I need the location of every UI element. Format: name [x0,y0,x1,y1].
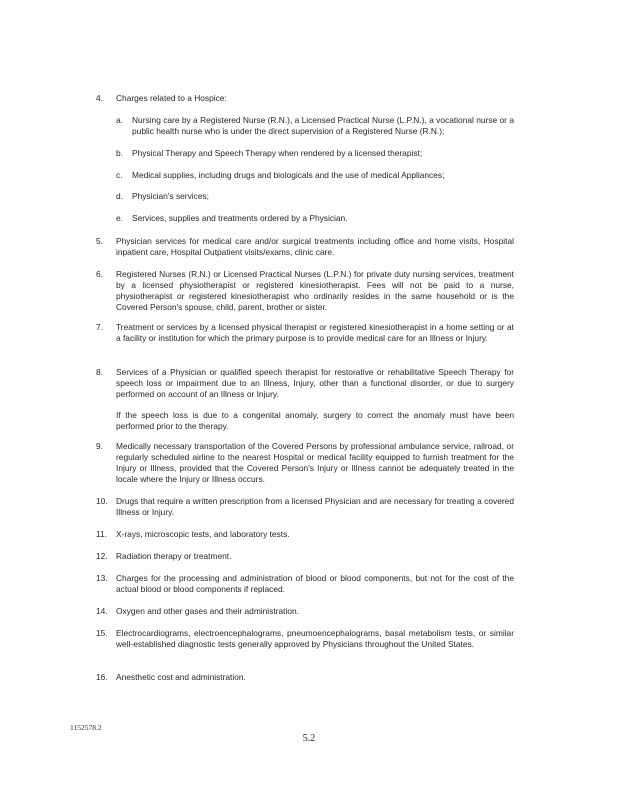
item-number: 8. [96,367,103,377]
item-text: Medically necessary transportation of the Covered Persons by professional ambulance service, railroad, or regularly scheduled airline to the nearest Hospital or medical facility equipped to furnish treatment for the Injury or Illness, provided that the Covered Person's Injury or Illness cannot be adequately treated in the locale where the Injury or Illness occurs. [116,441,514,484]
item-number: 6. [96,269,103,279]
sub-item-text: Physician's services; [132,191,209,201]
item-number: 16. [96,672,108,682]
item-text: Radiation therapy or treatment. [116,551,232,561]
item-number: 12. [96,551,108,561]
sub-item-text: Medical supplies, including drugs and biologicals and the use of medical Appliances; [132,170,445,180]
item-text: Charges for the processing and administration of blood or blood components, but not for the cost of the actual blood or blood components if replaced. [116,573,514,594]
item-number: 7. [96,322,103,332]
sub-item-letter: a. [116,115,123,125]
sub-item-letter: b. [116,148,123,158]
item-number: 4. [96,93,103,103]
item-text: Oxygen and other gases and their administration. [116,606,299,616]
item-number: 14. [96,606,108,616]
item-number: 10. [96,496,108,506]
document-id: 1152578.2 [70,723,102,732]
item-title: Charges related to a Hospice: [116,93,227,103]
sub-item-text: Nursing care by a Registered Nurse (R.N.), a Licensed Practical Nurse (L.P.N.), a vocational nurse or a public health nurse who is under the direct supervision of a Registered Nurse (R.N.); [132,115,514,136]
page-number: 5.2 [302,733,316,744]
sub-item-letter: e. [116,213,123,223]
item-text: Electrocardiograms, electroencephalograms, pneumoencephalograms, basal metabolism tests, or similar well-established diagnostic tests generally approved by Physicians throughout the United States. [116,628,514,649]
item-number: 11. [96,529,108,539]
item-text: Services of a Physician or qualified speech therapist for restorative or rehabilitative Speech Therapy for speech loss or impairment due to an Illness, Injury, other than a functional disorder, or due to surgery performed on account of an Illness or Injury. [116,367,514,399]
item-text: Physician services for medical care and/or surgical treatments including office and home visits, Hospital inpatient care, Hospital Outpatient visits/exams, clinic care. [116,236,514,257]
sub-item-text: Services, supplies and treatments ordered by a Physician. [132,213,348,223]
item-text: Anesthetic cost and administration. [116,672,246,682]
item-text: Registered Nurses (R.N.) or Licensed Practical Nurses (L.P.N.) for private duty nursing services, treatment by a licensed physiotherapist or registered kinesiotherapist. Fees will not be paid to a nurse, physiotherapist or registered kinesiotherapist who ordinarily resides in the same household or is the Covered Person's spouse, child, parent, brother or sister. [116,269,514,312]
sub-item-letter: d. [116,191,123,201]
sub-item-text: Physical Therapy and Speech Therapy when rendered by a licensed therapist; [132,148,423,158]
item-number: 5. [96,236,103,246]
item-number: 13. [96,573,108,583]
item-note-text: If the speech loss is due to a congenital anomaly, surgery to correct the anomaly must have been performed prior to the therapy. [116,410,514,431]
item-text: Drugs that require a written prescription from a licensed Physician and are necessary for treating a covered Illness or Injury. [116,496,514,517]
item-text: Treatment or services by a licensed physical therapist or registered kinesiotherapist in a home setting or at a facility or institution for which the primary purpose is to provide medical care for an Illness or Injury. [116,322,514,343]
item-number: 15. [96,628,108,638]
item-number: 9. [96,441,103,451]
item-text: X-rays, microscopic tests, and laboratory tests. [116,529,290,539]
sub-item-letter: c. [116,170,123,180]
